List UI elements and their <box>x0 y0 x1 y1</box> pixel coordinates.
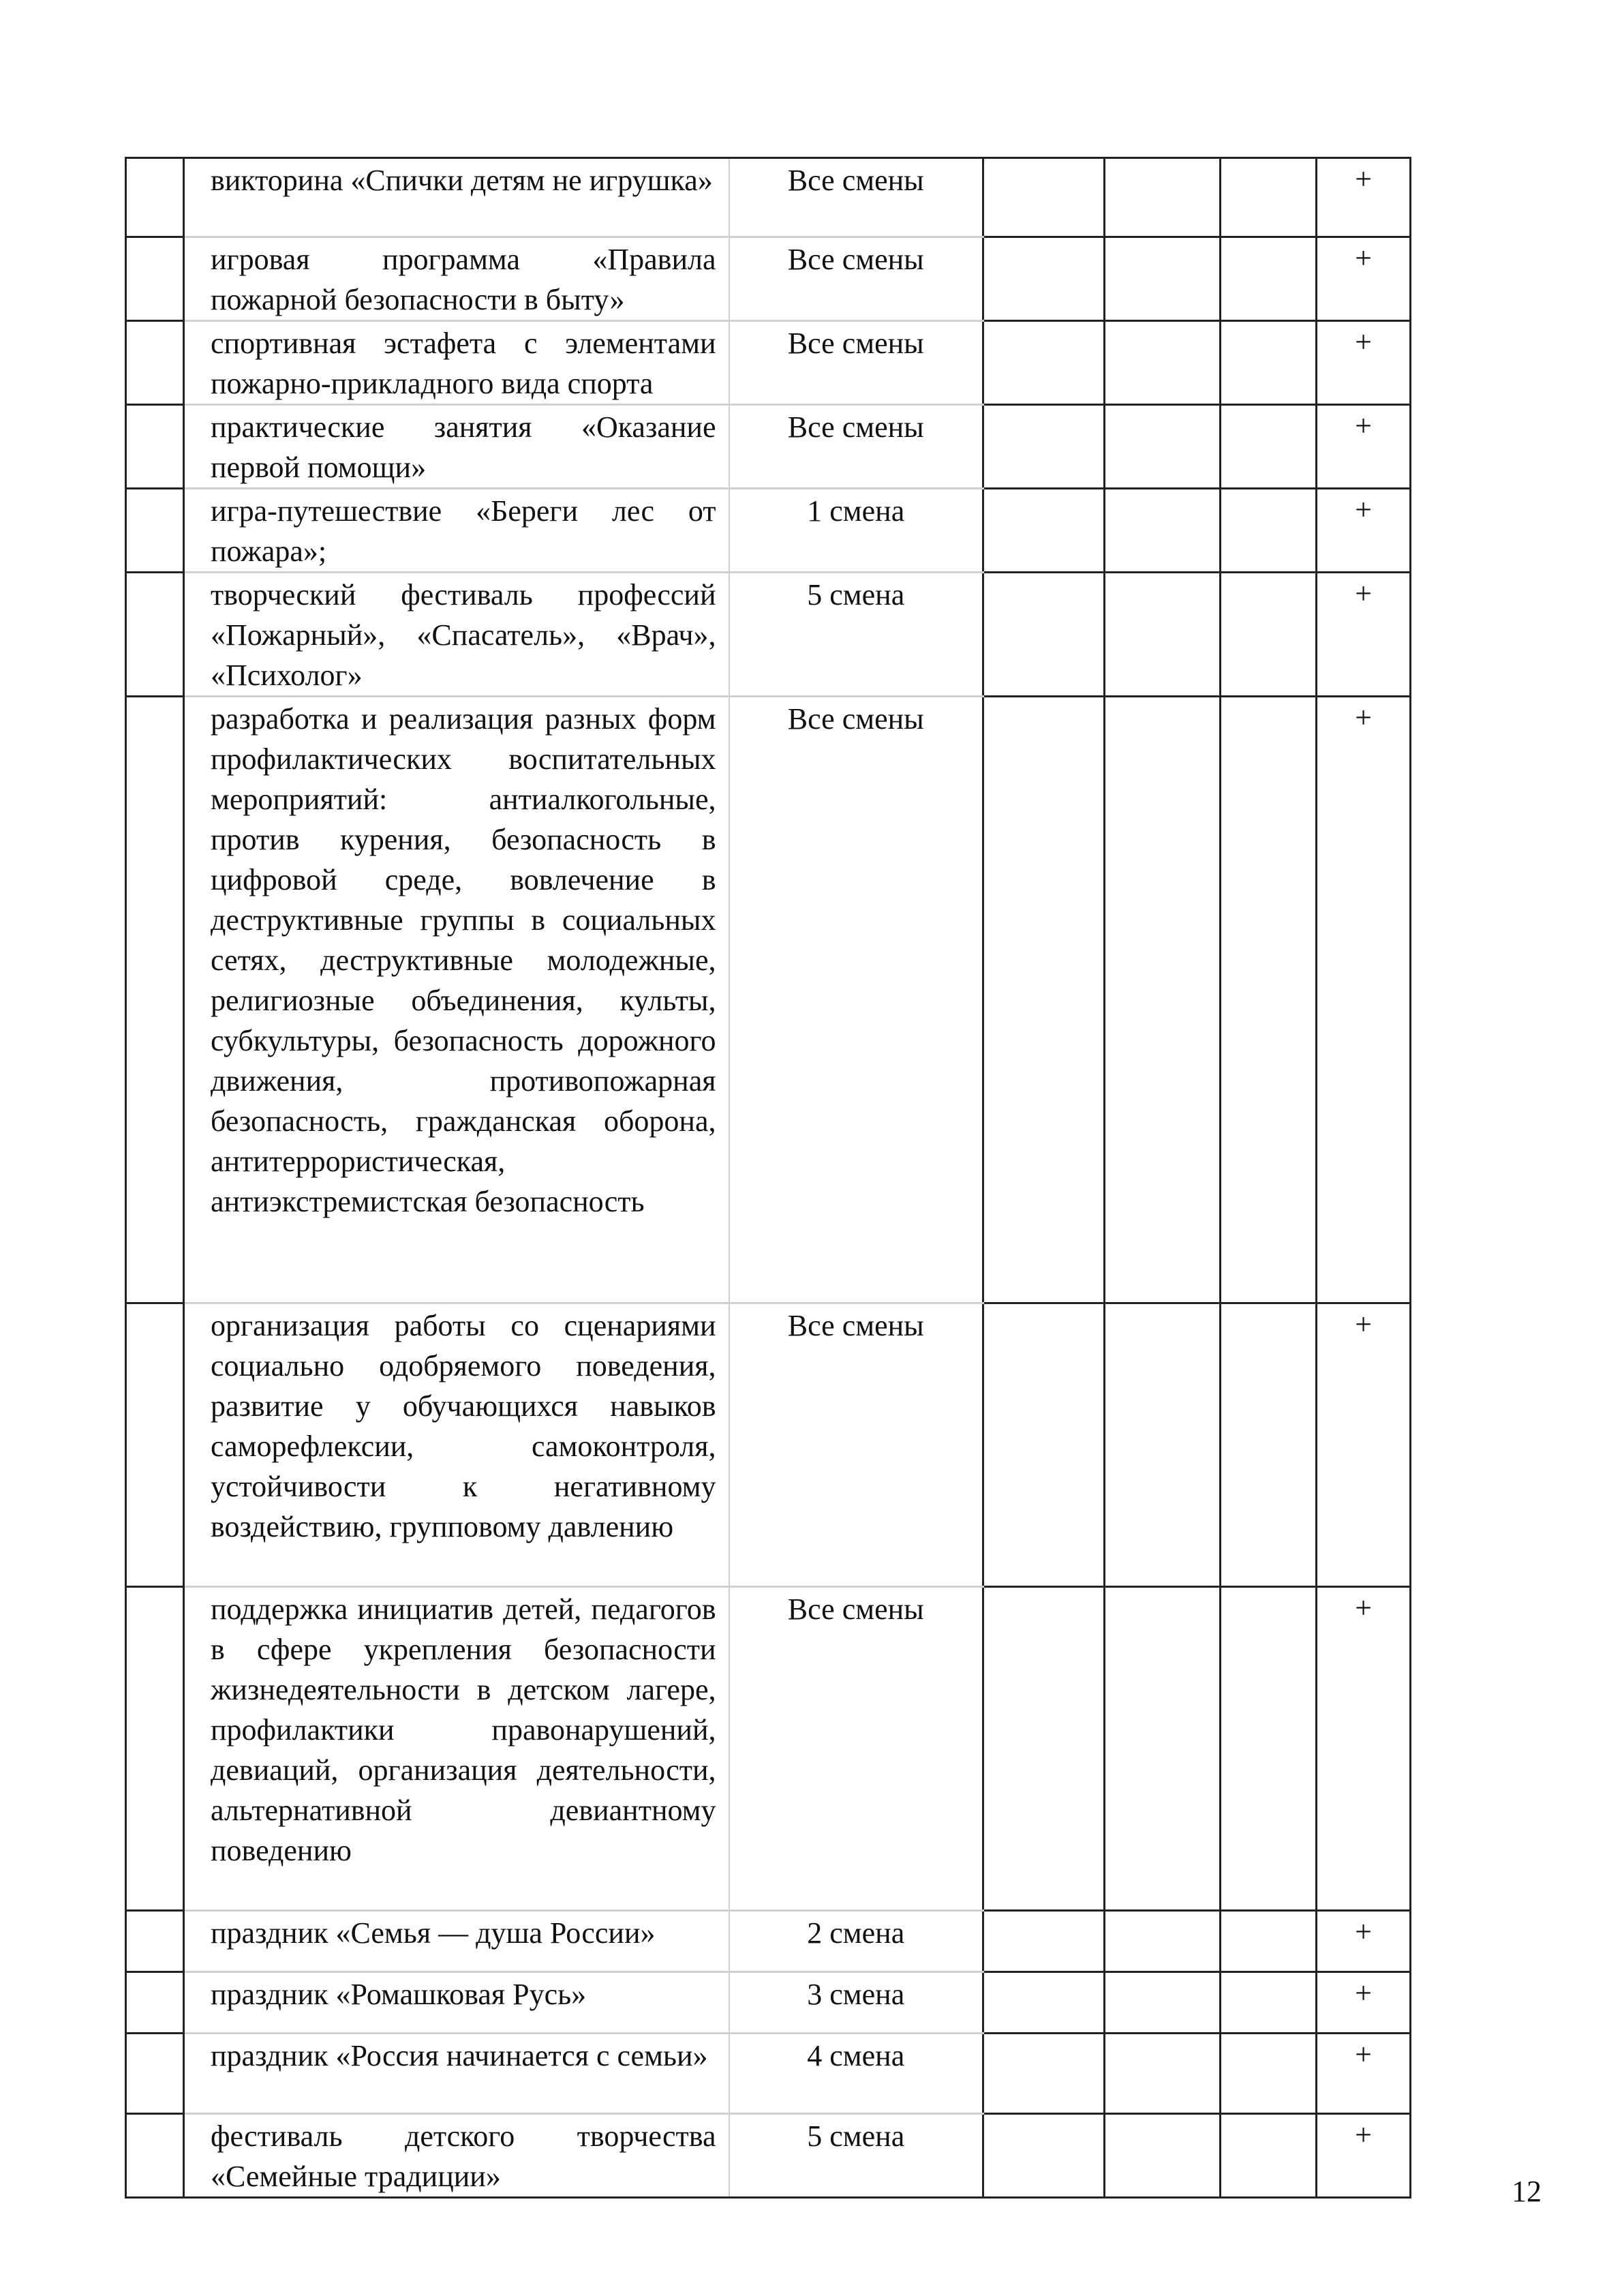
row-number-cell <box>126 697 184 1303</box>
activity-shift: 4 смена <box>729 2034 983 2114</box>
mark-cell-empty <box>1221 237 1317 321</box>
page-number: 12 <box>1512 2175 1542 2208</box>
activity-shift: Все смены <box>729 158 983 237</box>
table-row <box>126 1972 1411 2034</box>
plan-table <box>125 157 1411 2199</box>
activity-shift: Все смены <box>729 321 983 405</box>
activity-shift: 1 смена <box>729 489 983 573</box>
mark-cell-plus: + <box>1317 2114 1411 2198</box>
mark-cell-empty <box>1221 2114 1317 2198</box>
row-number-cell <box>126 405 184 489</box>
row-number-cell <box>126 321 184 405</box>
mark-cell-empty <box>1105 405 1221 489</box>
row-number-cell <box>126 237 184 321</box>
activity-shift: 5 смена <box>729 573 983 697</box>
mark-cell-empty <box>1221 321 1317 405</box>
mark-cell-empty <box>1105 1911 1221 1972</box>
table-row <box>126 321 1411 405</box>
mark-cell-plus: + <box>1317 1587 1411 1911</box>
table-row <box>126 1303 1411 1587</box>
activity-shift: 5 смена <box>729 2114 983 2198</box>
mark-cell-empty <box>1105 489 1221 573</box>
activity-shift: 3 смена <box>729 1972 983 2034</box>
row-number-cell <box>126 158 184 237</box>
table-row <box>126 489 1411 573</box>
mark-cell-empty <box>1105 237 1221 321</box>
activity-shift: Все смены <box>729 697 983 1303</box>
table-row <box>126 573 1411 697</box>
activity-title: праздник «Россия начинается с семьи» <box>184 2034 729 2114</box>
mark-cell-plus: + <box>1317 697 1411 1303</box>
row-number-cell <box>126 1911 184 1972</box>
mark-cell-empty <box>1221 1911 1317 1972</box>
mark-cell-empty <box>1105 1587 1221 1911</box>
activity-shift: Все смены <box>729 1303 983 1587</box>
mark-cell-plus: + <box>1317 237 1411 321</box>
table-row <box>126 158 1411 237</box>
activity-title: творческий фестиваль профессий «Пожарный», «Спасатель», «Врач», «Психолог» <box>184 573 729 697</box>
mark-cell-empty <box>1221 573 1317 697</box>
mark-cell-empty <box>1221 2034 1317 2114</box>
row-number-cell <box>126 2034 184 2114</box>
activity-title: фестиваль детского творчества «Семейные традиции» <box>184 2114 729 2198</box>
table-row <box>126 697 1411 1303</box>
mark-cell-empty <box>1221 489 1317 573</box>
mark-cell-plus: + <box>1317 1972 1411 2034</box>
row-number-cell <box>126 1587 184 1911</box>
activity-title: разработка и реализация разных форм профилактических воспитательных мероприятий: антиалкогольные, против курения, безопасность в цифровой среде, вовлечение в деструктивные группы в социальных сетях, деструктивные молодежные, религиозные объединения, культы, субкультуры, безопасность дорожного движения, противопожарная безопасность, гражданская оборона, антитеррористическая, антиэкстремистская безопасность <box>184 697 729 1303</box>
activity-shift: Все смены <box>729 405 983 489</box>
mark-cell-empty <box>1105 2034 1221 2114</box>
activity-shift: 2 смена <box>729 1911 983 1972</box>
activity-title: практические занятия «Оказание первой помощи» <box>184 405 729 489</box>
mark-cell-plus: + <box>1317 1911 1411 1972</box>
activity-title: викторина «Спички детям не игрушка» <box>184 158 729 237</box>
mark-cell-empty <box>1221 1587 1317 1911</box>
mark-cell-empty <box>1221 1303 1317 1587</box>
mark-cell-empty <box>1105 321 1221 405</box>
mark-cell-empty <box>1221 158 1317 237</box>
mark-cell-empty <box>1105 573 1221 697</box>
activity-title: игра-путешествие «Береги лес от пожара»; <box>184 489 729 573</box>
table-row <box>126 405 1411 489</box>
mark-cell-plus: + <box>1317 2034 1411 2114</box>
mark-cell-plus: + <box>1317 405 1411 489</box>
mark-cell-plus: + <box>1317 1303 1411 1587</box>
mark-cell-empty <box>1221 405 1317 489</box>
mark-cell-empty <box>1105 2114 1221 2198</box>
mark-cell-empty <box>983 697 1105 1303</box>
mark-cell-empty <box>1221 1972 1317 2034</box>
row-number-cell <box>126 1303 184 1587</box>
mark-cell-empty <box>983 489 1105 573</box>
mark-cell-empty <box>1105 697 1221 1303</box>
activity-title: игровая программа «Правила пожарной безопасности в быту» <box>184 237 729 321</box>
table-row <box>126 1911 1411 1972</box>
activity-title: организация работы со сценариями социально одобряемого поведения, развитие у обучающихся навыков саморефлексии, самоконтроля, устойчивости к негативному воздействию, групповому давлению <box>184 1303 729 1587</box>
row-number-cell <box>126 1972 184 2034</box>
mark-cell-plus: + <box>1317 158 1411 237</box>
mark-cell-empty <box>1105 158 1221 237</box>
mark-cell-plus: + <box>1317 573 1411 697</box>
activity-title: спортивная эстафета с элементами пожарно-прикладного вида спорта <box>184 321 729 405</box>
mark-cell-empty <box>983 2034 1105 2114</box>
mark-cell-plus: + <box>1317 489 1411 573</box>
mark-cell-plus: + <box>1317 321 1411 405</box>
mark-cell-empty <box>983 573 1105 697</box>
activity-shift: Все смены <box>729 237 983 321</box>
mark-cell-empty <box>1221 697 1317 1303</box>
row-number-cell <box>126 573 184 697</box>
activity-shift: Все смены <box>729 1587 983 1911</box>
mark-cell-empty <box>983 1972 1105 2034</box>
mark-cell-empty <box>983 237 1105 321</box>
mark-cell-empty <box>983 1587 1105 1911</box>
activity-title: праздник «Ромашковая Русь» <box>184 1972 729 2034</box>
mark-cell-empty <box>983 321 1105 405</box>
mark-cell-empty <box>983 158 1105 237</box>
table-row <box>126 1587 1411 1911</box>
activity-title: праздник «Семья — душа России» <box>184 1911 729 1972</box>
mark-cell-empty <box>1105 1303 1221 1587</box>
table-row <box>126 237 1411 321</box>
table-row <box>126 2034 1411 2114</box>
table-row <box>126 2114 1411 2198</box>
mark-cell-empty <box>983 1911 1105 1972</box>
row-number-cell <box>126 489 184 573</box>
mark-cell-empty <box>983 2114 1105 2198</box>
row-number-cell <box>126 2114 184 2198</box>
mark-cell-empty <box>983 1303 1105 1587</box>
mark-cell-empty <box>1105 1972 1221 2034</box>
activity-title: поддержка инициатив детей, педагогов в сфере укрепления безопасности жизнедеятельности в детском лагере, профилактики правонарушений, девиаций, организация деятельности, альтернативной девиантному поведению <box>184 1587 729 1911</box>
mark-cell-empty <box>983 405 1105 489</box>
